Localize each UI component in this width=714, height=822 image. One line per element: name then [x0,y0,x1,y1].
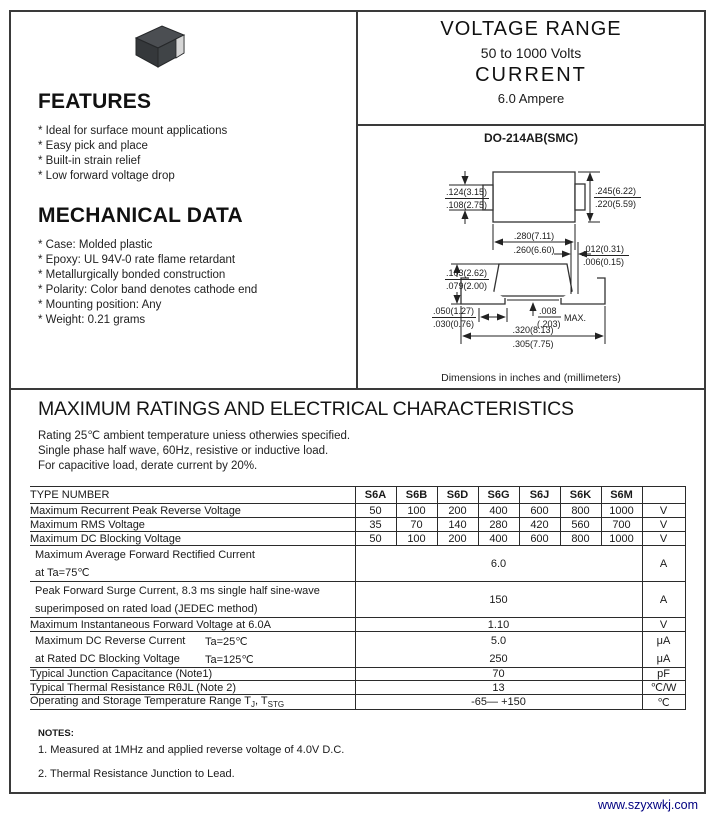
unit-cell: A [642,582,685,618]
mechanical-item: * Polarity: Color band denotes cathode end [38,284,258,296]
table-row-vrms [30,518,685,532]
package-top-view [445,171,641,255]
row-label [30,546,355,582]
dim-body-width-max: .280(7.11) [513,231,555,241]
value-cell: 1000 [601,504,642,518]
voltage-range-value: 50 to 1000 Volts [480,45,582,61]
table-row-ir [30,632,685,668]
unit-cell: V [642,504,685,518]
type-col-s6a: S6A [355,487,396,504]
value-cell: 6.0 [355,546,642,582]
ratings-title: MAXIMUM RATINGS AND ELECTRICAL CHARACTERISTICS [38,398,574,420]
type-number-header: TYPE NUMBER [30,487,355,504]
features-title: FEATURES [38,90,152,113]
dim-standoff-inches: .008 [539,306,557,316]
value-cell: 13 [355,681,642,695]
dim-tab-height-max: .124(3.15) [446,187,488,197]
table-header-row [30,487,685,504]
type-col-s6j: S6J [519,487,560,504]
dimensions-caption: Dimensions in inches and (millimeters) [441,372,621,384]
feature-item: * Low forward voltage drop [38,170,175,182]
row-label-line2: at Ta=75℃ [35,567,90,579]
unit-cell: ℃ [642,695,685,710]
mechanical-item: * Mounting position: Any [38,299,162,311]
value-cell: 50 [355,504,396,518]
value-cell: 600 [519,532,560,546]
unit-cell: pF [642,668,685,681]
table-row-ifsm [30,582,685,618]
value-cell: 200 [437,504,478,518]
feature-item: * Built-in strain relief [38,155,141,167]
row-label-line2: superimposed on rated load (JEDEC method) [35,603,258,615]
notes-title: NOTES: [38,728,74,739]
table-row-vf [30,618,685,632]
value-cell: 140 [437,518,478,532]
mechanical-data-list [38,238,257,328]
current-title: CURRENT [475,64,587,86]
website-link[interactable]: www.szyxwkj.com [597,798,698,812]
type-col-s6d: S6D [437,487,478,504]
value-cell: 35 [355,518,396,532]
value-cell: 1.10 [355,618,642,632]
value-cell: 100 [396,504,437,518]
dim-height-max: .103(2.62) [446,268,488,278]
note-item: 2. Thermal Resistance Junction to Lead. [38,768,235,780]
ir-unit-25c: μA [656,635,671,647]
horizontal-divider-right [357,124,704,126]
value-cell: 200 [437,532,478,546]
mechanical-item: * Metallurgically bonded construction [38,269,226,281]
dim-overall-max: .320(8.13) [512,325,554,335]
features-list [38,124,227,184]
package-side-view [432,242,629,349]
table-row-if-avg [30,546,685,582]
ir-value-25c: 5.0 [490,635,507,647]
dim-overall-min: .305(7.75) [512,339,554,349]
row-label-line1: Maximum DC Reverse Current [35,635,186,647]
unit-cell: V [642,532,685,546]
value-cell: 1000 [601,532,642,546]
row-label: Maximum RMS Voltage [30,518,355,532]
value-cell [355,632,642,668]
row-label: Maximum DC Blocking Voltage [30,532,355,546]
table-row-rth [30,681,685,695]
table-row-vrrm [30,504,685,518]
mechanical-data-title: MECHANICAL DATA [38,204,243,227]
type-col-s6b: S6B [396,487,437,504]
table-row-vdc [30,532,685,546]
package-name: DO-214AB(SMC) [483,131,578,145]
value-cell: 70 [396,518,437,532]
unit-cell: V [642,518,685,532]
dim-tab-height-min: .108(2.75) [446,200,488,210]
unit-cell: A [642,546,685,582]
unit-header-cell [642,487,685,504]
value-cell: 280 [478,518,519,532]
dim-standoff-max-label: MAX. [564,313,587,323]
row-label [30,632,355,668]
ratings-table [30,486,686,710]
table-row-temp-range [30,695,685,710]
feature-item: * Easy pick and place [38,140,148,152]
condition-ta25: Ta=25℃ [205,636,248,648]
row-label: Typical Junction Capacitance (Note1) [30,668,355,681]
note-item: 1. Measured at 1MHz and applied reverse voltage of 4.0V D.C. [38,744,345,756]
dim-height-min: .079(2.00) [446,281,488,291]
rating-condition-line: Single phase half wave, 60Hz, resistive or inductive load. [38,445,329,457]
temp-sub-j: J [250,700,255,710]
value-cell: 400 [478,504,519,518]
dim-foot-max: .050(1.27) [433,306,475,316]
row-label-line2: at Rated DC Blocking Voltage [35,653,180,665]
condition-ta125: Ta=125℃ [205,654,254,666]
value-cell: 50 [355,532,396,546]
type-col-s6m: S6M [601,487,642,504]
current-value: 6.0 Ampere [497,91,565,106]
rating-condition-line: For capacitive load, derate current by 20%. [38,460,258,472]
row-label: Typical Thermal Resistance RθJL (Note 2) [30,681,355,695]
temp-sub-stg: STG [267,700,285,710]
type-col-s6g: S6G [478,487,519,504]
value-cell: 800 [560,504,601,518]
type-col-s6k: S6K [560,487,601,504]
value-cell: 150 [355,582,642,618]
unit-cell [642,632,685,668]
value-cell: 560 [560,518,601,532]
row-label: Maximum Instantaneous Forward Voltage at 6.0A [30,618,355,632]
ir-value-125c: 250 [489,653,508,665]
value-cell: -65— +150 [355,695,642,710]
value-cell: 420 [519,518,560,532]
dim-body-width-min: .260(6.60) [513,245,555,255]
value-cell: 600 [519,504,560,518]
package-dimensions-diagram [357,146,703,372]
value-cell: 700 [601,518,642,532]
dim-standoff-mm: (.203) [537,319,561,329]
ir-unit-125c: μA [656,653,671,665]
dim-body-height-max: .245(6.22) [595,186,637,196]
horizontal-divider-main [9,388,706,390]
row-label-line1: Peak Forward Surge Current, 8.3 ms single half sine-wave [35,585,320,597]
row-label: Maximum Recurrent Peak Reverse Voltage [30,504,355,518]
unit-cell: ℃/W [642,681,685,695]
mechanical-item: * Case: Molded plastic [38,239,153,251]
row-label-line1: Maximum Average Forward Rectified Current [35,549,255,561]
feature-item: * Ideal for surface mount applications [38,125,228,137]
rating-conditions [38,429,350,474]
value-cell: 800 [560,532,601,546]
value-cell: 400 [478,532,519,546]
unit-cell: V [642,618,685,632]
dim-foot-min: .030(0.76) [433,319,475,329]
value-cell: 70 [355,668,642,681]
diode-package-image [128,22,192,76]
value-cell: 100 [396,532,437,546]
voltage-range-title: VOLTAGE RANGE [440,18,622,40]
dim-body-height-min: .220(5.59) [595,199,637,209]
rating-condition-line: Rating 25℃ ambient temperature uniess otherwies specified. [38,430,351,442]
table-row-cj [30,668,685,681]
dim-lead-thickness-min: .006(0.15) [583,257,625,267]
row-label [30,695,355,710]
dim-lead-thickness-max: .012(0.31) [583,244,625,254]
temp-label-mid: , T [254,695,268,707]
mechanical-item: * Epoxy: UL 94V-0 rate flame retardant [38,254,236,266]
mechanical-item: * Weight: 0.21 grams [38,314,146,326]
temp-label-pre: Operating and Storage Temperature Range T [30,695,251,707]
row-label [30,582,355,618]
